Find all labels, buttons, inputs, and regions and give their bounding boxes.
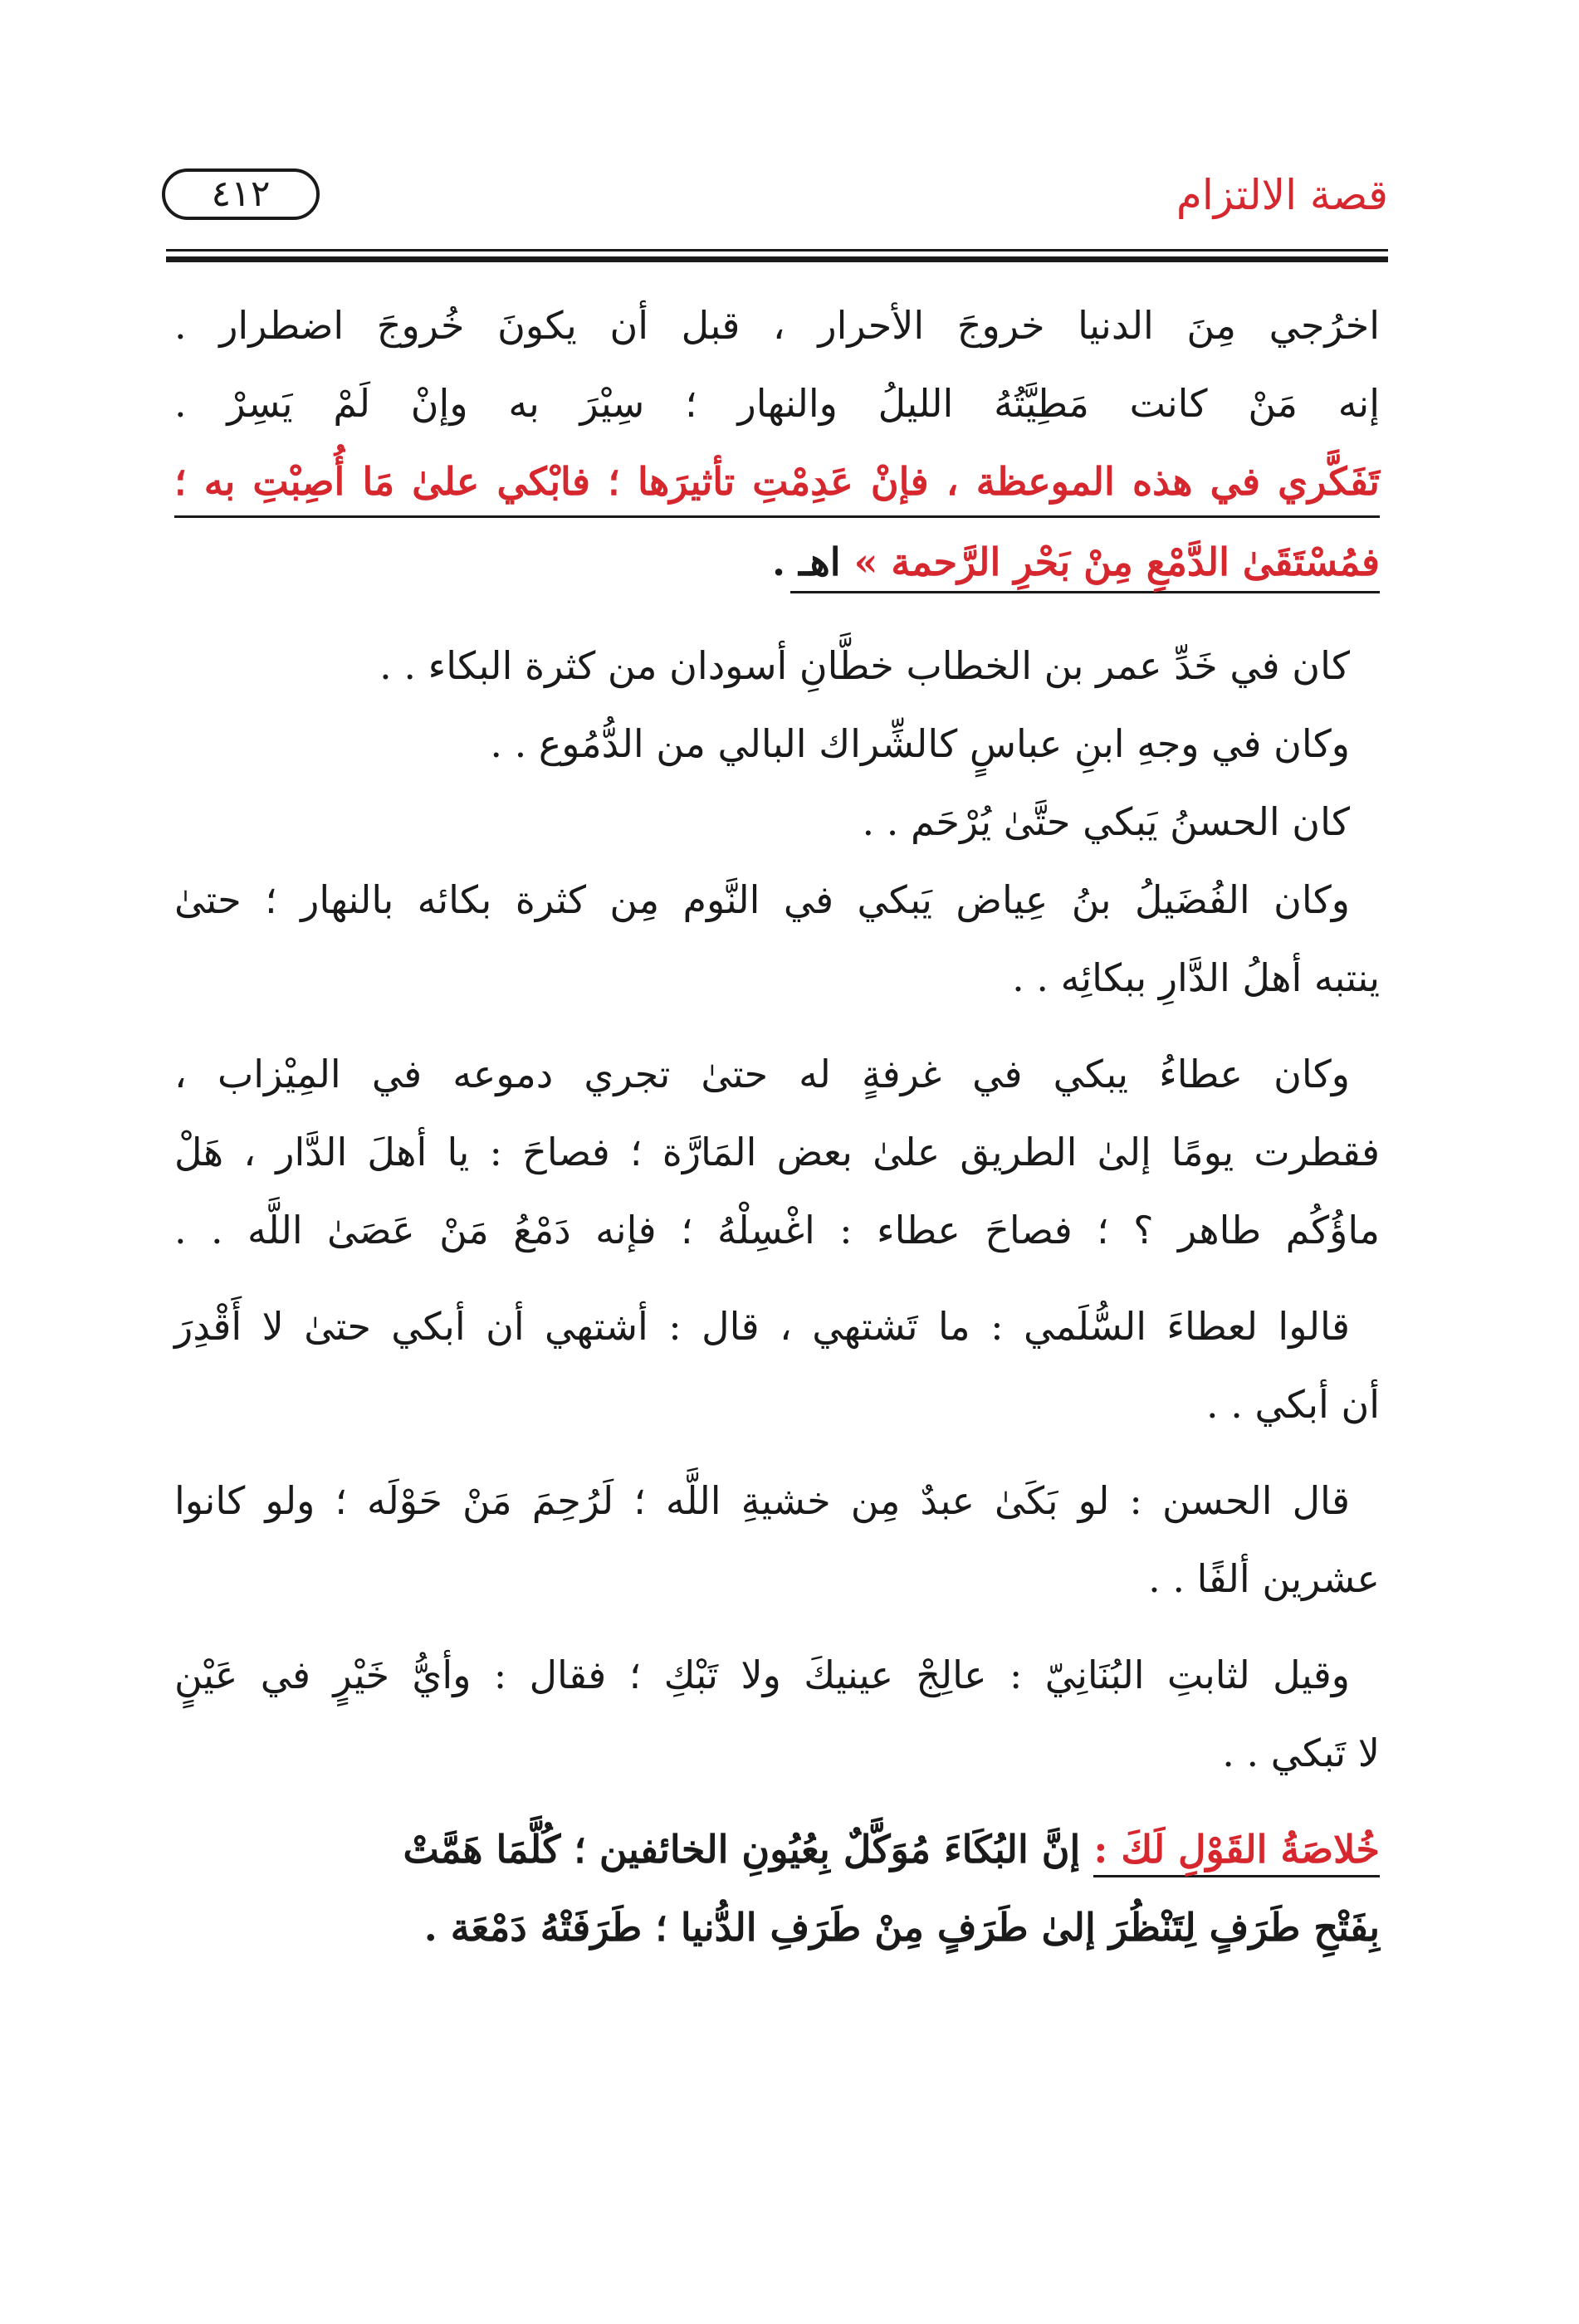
end-marker: اهـ . (772, 540, 854, 584)
page-content (174, 286, 1380, 1966)
summary-text: إنَّ البُكَاءَ مُوَكَّلٌ بِعُيُونِ الخائفين ؛ كُلَّمَا هَمَّتْ (403, 1827, 1094, 1872)
summary-line (174, 1810, 1380, 1888)
text-line: ماؤُكُم طاهر ؟ ؛ فصاحَ عطاء : اغْسِلْهُ ؛ فإنه دَمْعُ مَنْ عَصَىٰ اللَّه . . (174, 1208, 1380, 1252)
text-line: وكان في وجهِ ابنِ عباسٍ كالشِّراك البالي من الدُّمُوع . . (490, 721, 1350, 766)
summary-paragraph (174, 1810, 1380, 1966)
header-rule-thin (166, 249, 1388, 251)
text-line: وكان عطاءُ يبكي في غرفةٍ له حتىٰ تجري دموعه في المِيْزاب ، (174, 1052, 1350, 1096)
text-line: اخرُجي مِنَ الدنيا خروجَ الأحرار ، قبل أن يكونَ خُروجَ اضطرار . (174, 303, 1380, 348)
text-line: كان في خَدِّ عمر بن الخطاب خطَّانِ أسودان من كثرة البكاء . . (379, 643, 1350, 688)
text-line: قالوا لعطاءَ السُّلَمي : ما تَشتهي ، قال : أشتهي أن أبكي حتىٰ لا أَقْدِرَ (174, 1304, 1350, 1349)
paragraph (174, 783, 1380, 861)
header-rule-thick (166, 256, 1388, 262)
summary-label: خُلاصَةُ القَوْلِ لَكَ : (1093, 1827, 1380, 1877)
paragraph (174, 1035, 1380, 1269)
book-title: قصة الالتزام (1176, 171, 1388, 219)
text-line: فقطرت يومًا إلىٰ الطريق علىٰ بعض المَارَّة ؛ فصاحَ : يا أهلَ الدَّار ، هَلْ (174, 1130, 1380, 1174)
paragraph (174, 1462, 1380, 1618)
text-line: وكان الفُضَيلُ بنُ عِياض يَبكي في النَّوم مِن كثرة بكائه بالنهار ؛ حتىٰ (174, 877, 1350, 922)
paragraph (174, 861, 1380, 1017)
highlight-text: فمُسْتَقَىٰ الدَّمْعِ مِنْ بَحْرِ الرَّحمة » (853, 540, 1380, 584)
text-line: وقيل لثابتِ البُنَانِيّ : عالِجْ عينيكَ ولا تَبْكِ ؛ فقال : وأيُّ خَيْرٍ في عَيْنٍ (174, 1653, 1350, 1697)
highlight-line-end (174, 523, 1380, 601)
highlight-line: تَفَكَّري في هذه الموعظة ، فإنْ عَدِمْتِ تأثيرَها ؛ فابْكي علىٰ مَا أُصِبْتِ به ؛ (174, 459, 1380, 504)
summary-line: بِفَتْحِ طَرَفٍ لِتَنْظُرَ إلىٰ طَرَفٍ مِنْ طَرَفِ الدُّنيا ؛ طَرَفَتْهُ دَمْعَة . (423, 1905, 1380, 1950)
text-line: لا تَبكي . . (1222, 1731, 1380, 1775)
paragraph (174, 1287, 1380, 1443)
paragraph (174, 1636, 1380, 1792)
text-line: أن أبكي . . (1206, 1382, 1380, 1427)
text-line: كان الحسنُ يَبكي حتَّىٰ يُرْحَم . . (862, 799, 1350, 844)
text-line: إنه مَنْ كانت مَطِيَّتُهُ الليلُ والنهار ؛ سِيْرَ به وإنْ لَمْ يَسِرْ . (174, 381, 1380, 426)
text-line: قال الحسن : لو بَكَىٰ عبدٌ مِن خشيةِ اللَّه ؛ لَرُحِمَ مَنْ حَوْلَه ؛ ولو كانوا (174, 1478, 1350, 1523)
paragraph (174, 705, 1380, 783)
text-line: ينتبه أهلُ الدَّارِ ببكائِه . . (1012, 955, 1380, 1000)
paragraph (174, 627, 1380, 705)
page-header (145, 162, 1388, 228)
text-line: عشرين ألفًا . . (1148, 1556, 1380, 1601)
page-number: ٤١٢ (162, 168, 320, 220)
